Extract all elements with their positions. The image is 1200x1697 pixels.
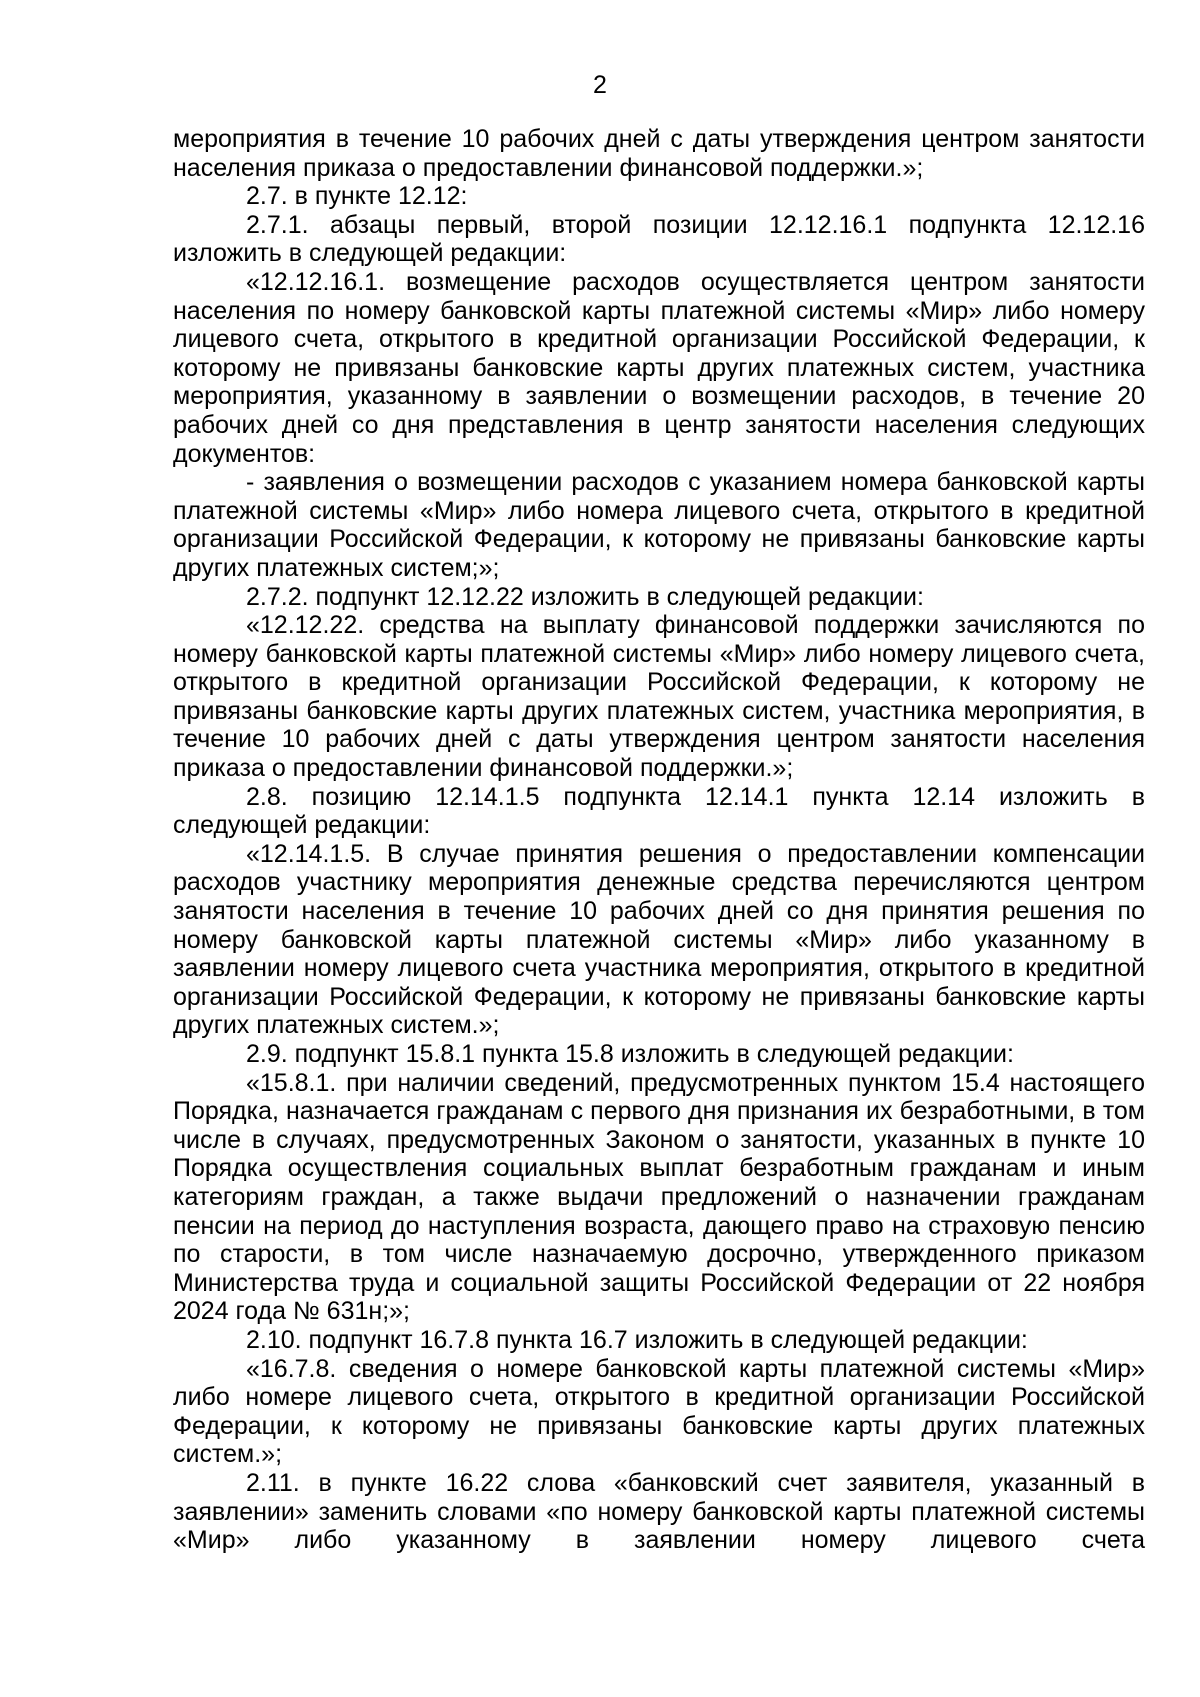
paragraph-2-7-1: 2.7.1. абзацы первый, второй позиции 12.12.16.1 подпункта 12.12.16 изложить в следующей редакции: xyxy=(173,210,1145,268)
document-body xyxy=(173,125,1145,1555)
paragraph-15-8-1: «15.8.1. при наличии сведений, предусмотренных пунктом 15.4 настоящего Порядка, назначается гражданам с первого дня признания их безработными, в том числе в случаях, предусмотренных Законом о занятости, указанных в пункте 10 Порядка осуществления социальных выплат безработным гражданам и иным категориям граждан, а также выдачи предложений о назначении гражданам пенсии на период до наступления возраста, дающего право на страховую пенсию по старости, в том числе назначаемую досрочно, утвержденного приказом Министерства труда и социальной защиты Российской Федерации от 22 ноября 2024 года № 631н;»; xyxy=(173,1068,1145,1326)
paragraph-12-14-1-5: «12.14.1.5. В случае принятия решения о предоставлении компенсации расходов участнику мероприятия денежные средства перечисляются центром занятости населения в течение 10 рабочих дней со дня принятия решения по номеру банковской карты платежной системы «Мир» либо указанному в заявлении номеру лицевого счета участника мероприятия, открытого в кредитной организации Российской Федерации, к которому не привязаны банковские карты других платежных систем.»; xyxy=(173,839,1145,1040)
paragraph-list-item: - заявления о возмещении расходов с указанием номера банковской карты платежной системы «Мир» либо номера лицевого счета, открытого в кредитной организации Российской Федерации, к которому не привязаны банковские карты других платежных систем;»; xyxy=(173,468,1145,582)
paragraph-12-12-16-1: «12.12.16.1. возмещение расходов осуществляется центром занятости населения по номеру банковской карты платежной системы «Мир» либо номеру лицевого счета, открытого в кредитной организации Российской Федерации, к которому не привязаны банковские карты других платежных систем, участника мероприятия, указанному в заявлении о возмещении расходов, в течение 20 рабочих дней со дня представления в центр занятости населения следующих документов: xyxy=(173,267,1145,468)
page-number: 2 xyxy=(593,71,607,99)
paragraph-continuation: мероприятия в течение 10 рабочих дней с даты утверждения центром занятости населения приказа о предоставлении финансовой поддержки.»; xyxy=(173,125,1145,182)
paragraph-2-10: 2.10. подпункт 16.7.8 пункта 16.7 изложить в следующей редакции: xyxy=(246,1325,1028,1354)
paragraph-2-8: 2.8. позицию 12.14.1.5 подпункта 12.14.1 пункта 12.14 изложить в следующей редакции: xyxy=(173,782,1145,840)
paragraph-12-12-22: «12.12.22. средства на выплату финансовой поддержки зачисляются по номеру банковской карты платежной системы «Мир» либо номеру лицевого счета, открытого в кредитной организации Российской Федерации, к которому не привязаны банковские карты других платежных систем, участника мероприятия, в течение 10 рабочих дней с даты утверждения центром занятости населения приказа о предоставлении финансовой поддержки.»; xyxy=(173,611,1145,783)
paragraph-16-7-8: «16.7.8. сведения о номере банковской карты платежной системы «Мир» либо номере лицевого счета, открытого в кредитной организации Российской Федерации, к которому не привязаны банковские карты других платежных систем.»; xyxy=(173,1354,1145,1469)
paragraph-2-9: 2.9. подпункт 15.8.1 пункта 15.8 изложить в следующей редакции: xyxy=(246,1040,1014,1068)
paragraph-2-7: 2.7. в пункте 12.12: xyxy=(246,182,468,211)
paragraph-2-11: 2.11. в пункте 16.22 слова «банковский счет заявителя, указанный в заявлении» заменить словами «по номеру банковской карты платежной системы «Мир» либо указанному в заявлении номеру лицевого счета xyxy=(173,1468,1145,1555)
paragraph-2-7-2: 2.7.2. подпункт 12.12.22 изложить в следующей редакции: xyxy=(246,582,924,611)
